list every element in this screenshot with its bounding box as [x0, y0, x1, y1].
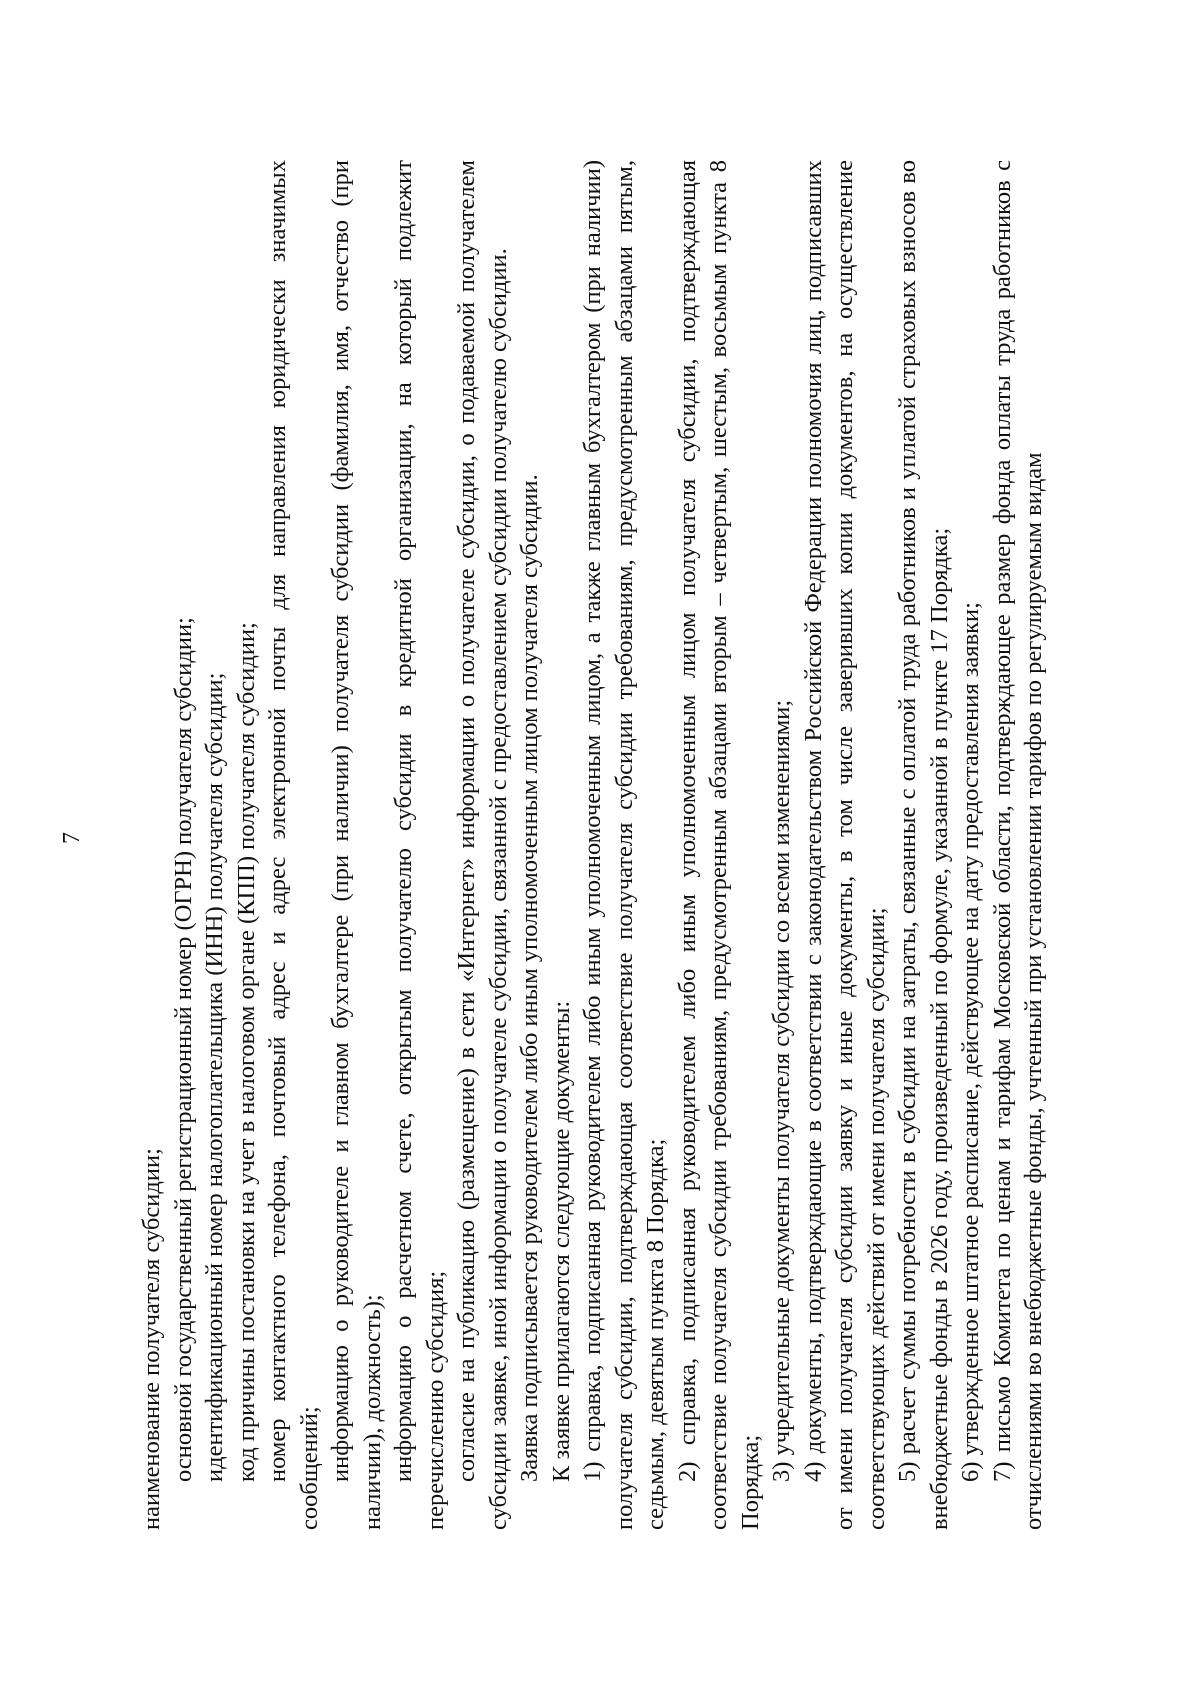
paragraph-contacts: номер контактного телефона, почтовый адрес и адрес электронной почты для направления юридически значимых сообщений;: [264, 160, 323, 1530]
paragraph-ogrn: основной государственный регистрационный номер (ОГРН) получателя субсидии;: [169, 617, 197, 1482]
list-item-4: 4) документы, подтверждающие в соответствии с законодательством Российской Федерации полномочия лиц, подписавших от имени получателя субсидии заявку и иные документы, в том числе заверивших копии документов, на осуществление соответствующих действий от имени получателя субсидии;: [799, 160, 890, 1530]
list-item-1: 1) справка, подписанная руководителем либо иным уполномоченным лицом, а также главным бухгалтером (при наличии) получателя субсидии, подтверждающая соответствие получателя субсидии требованиям, предусмотренным абзацами пятым, седьмым, девятым пункта 8 Порядка;: [579, 160, 669, 1530]
paragraph-attachments-intro: К заявке прилагаются следующие документы:: [547, 1000, 575, 1482]
paragraph-head-info: информацию о руководителе и главном бухгалтере (при наличии) получателя субсидии (фамилия, имя, отчество (при наличии), должность);: [327, 160, 386, 1530]
list-item-5: 5) расчет суммы потребности в субсидии на затраты, связанные с оплатой труда работников и уплатой страховых взносов во внебюджетные фонды в 2026 году, произведенный по формуле, указанной в пункте 17 Порядка;: [894, 160, 953, 1530]
paragraph-bank-account: информацию о расчетном счете, открытым получателю субсидии в кредитной организации, на который подлежит перечислению субсидия;: [390, 160, 449, 1530]
paragraph-kpp: код причины постановки на учет в налоговом органе (КПП) получателя субсидии;: [232, 622, 260, 1482]
paragraph-inn: идентификационный номер налогоплательщика (ИНН) получателя субсидии;: [201, 672, 228, 1482]
document-body: [136, 160, 1050, 1530]
list-item-2: 2) справка, подписанная руководителем либо иным уполномоченным лицом получателя субсидии, подтверждающая соответствие получателя субсидии требованиям, предусмотренным абзацами вторым – четвертым, шестым, восьмым пункта 8 Порядка;: [673, 160, 764, 1530]
list-item-6: 6) утвержденное штатное расписание, действующее на дату предоставления заявки;: [957, 602, 984, 1482]
page-number: 7: [59, 832, 85, 844]
paragraph-publication-consent: согласие на публикацию (размещение) в сети «Интернет» информации о получателе субсидии, о подаваемой получателем субсидии заявке, иной информации о получателе субсидии, связанной с предоставлением субсидии получателю субсидии.: [453, 160, 512, 1530]
document-page: [136, 160, 1050, 1530]
paragraph-recipient-name: наименование получателя субсидии;: [138, 1148, 165, 1530]
list-item-3: 3) учредительные документы получателя субсидии со всеми изменениями;: [768, 699, 795, 1482]
paragraph-signature: Заявка подписывается руководителем либо иным уполномоченным лицом получателя субсидии.: [516, 474, 543, 1482]
list-item-7: 7) письмо Комитета по ценам и тарифам Московской области, подтверждающее размер фонда оплаты труда работников с отчислениями во внебюджетные фонды, учтенный при установлении тарифов по регулируемым видам: [988, 160, 1047, 1530]
